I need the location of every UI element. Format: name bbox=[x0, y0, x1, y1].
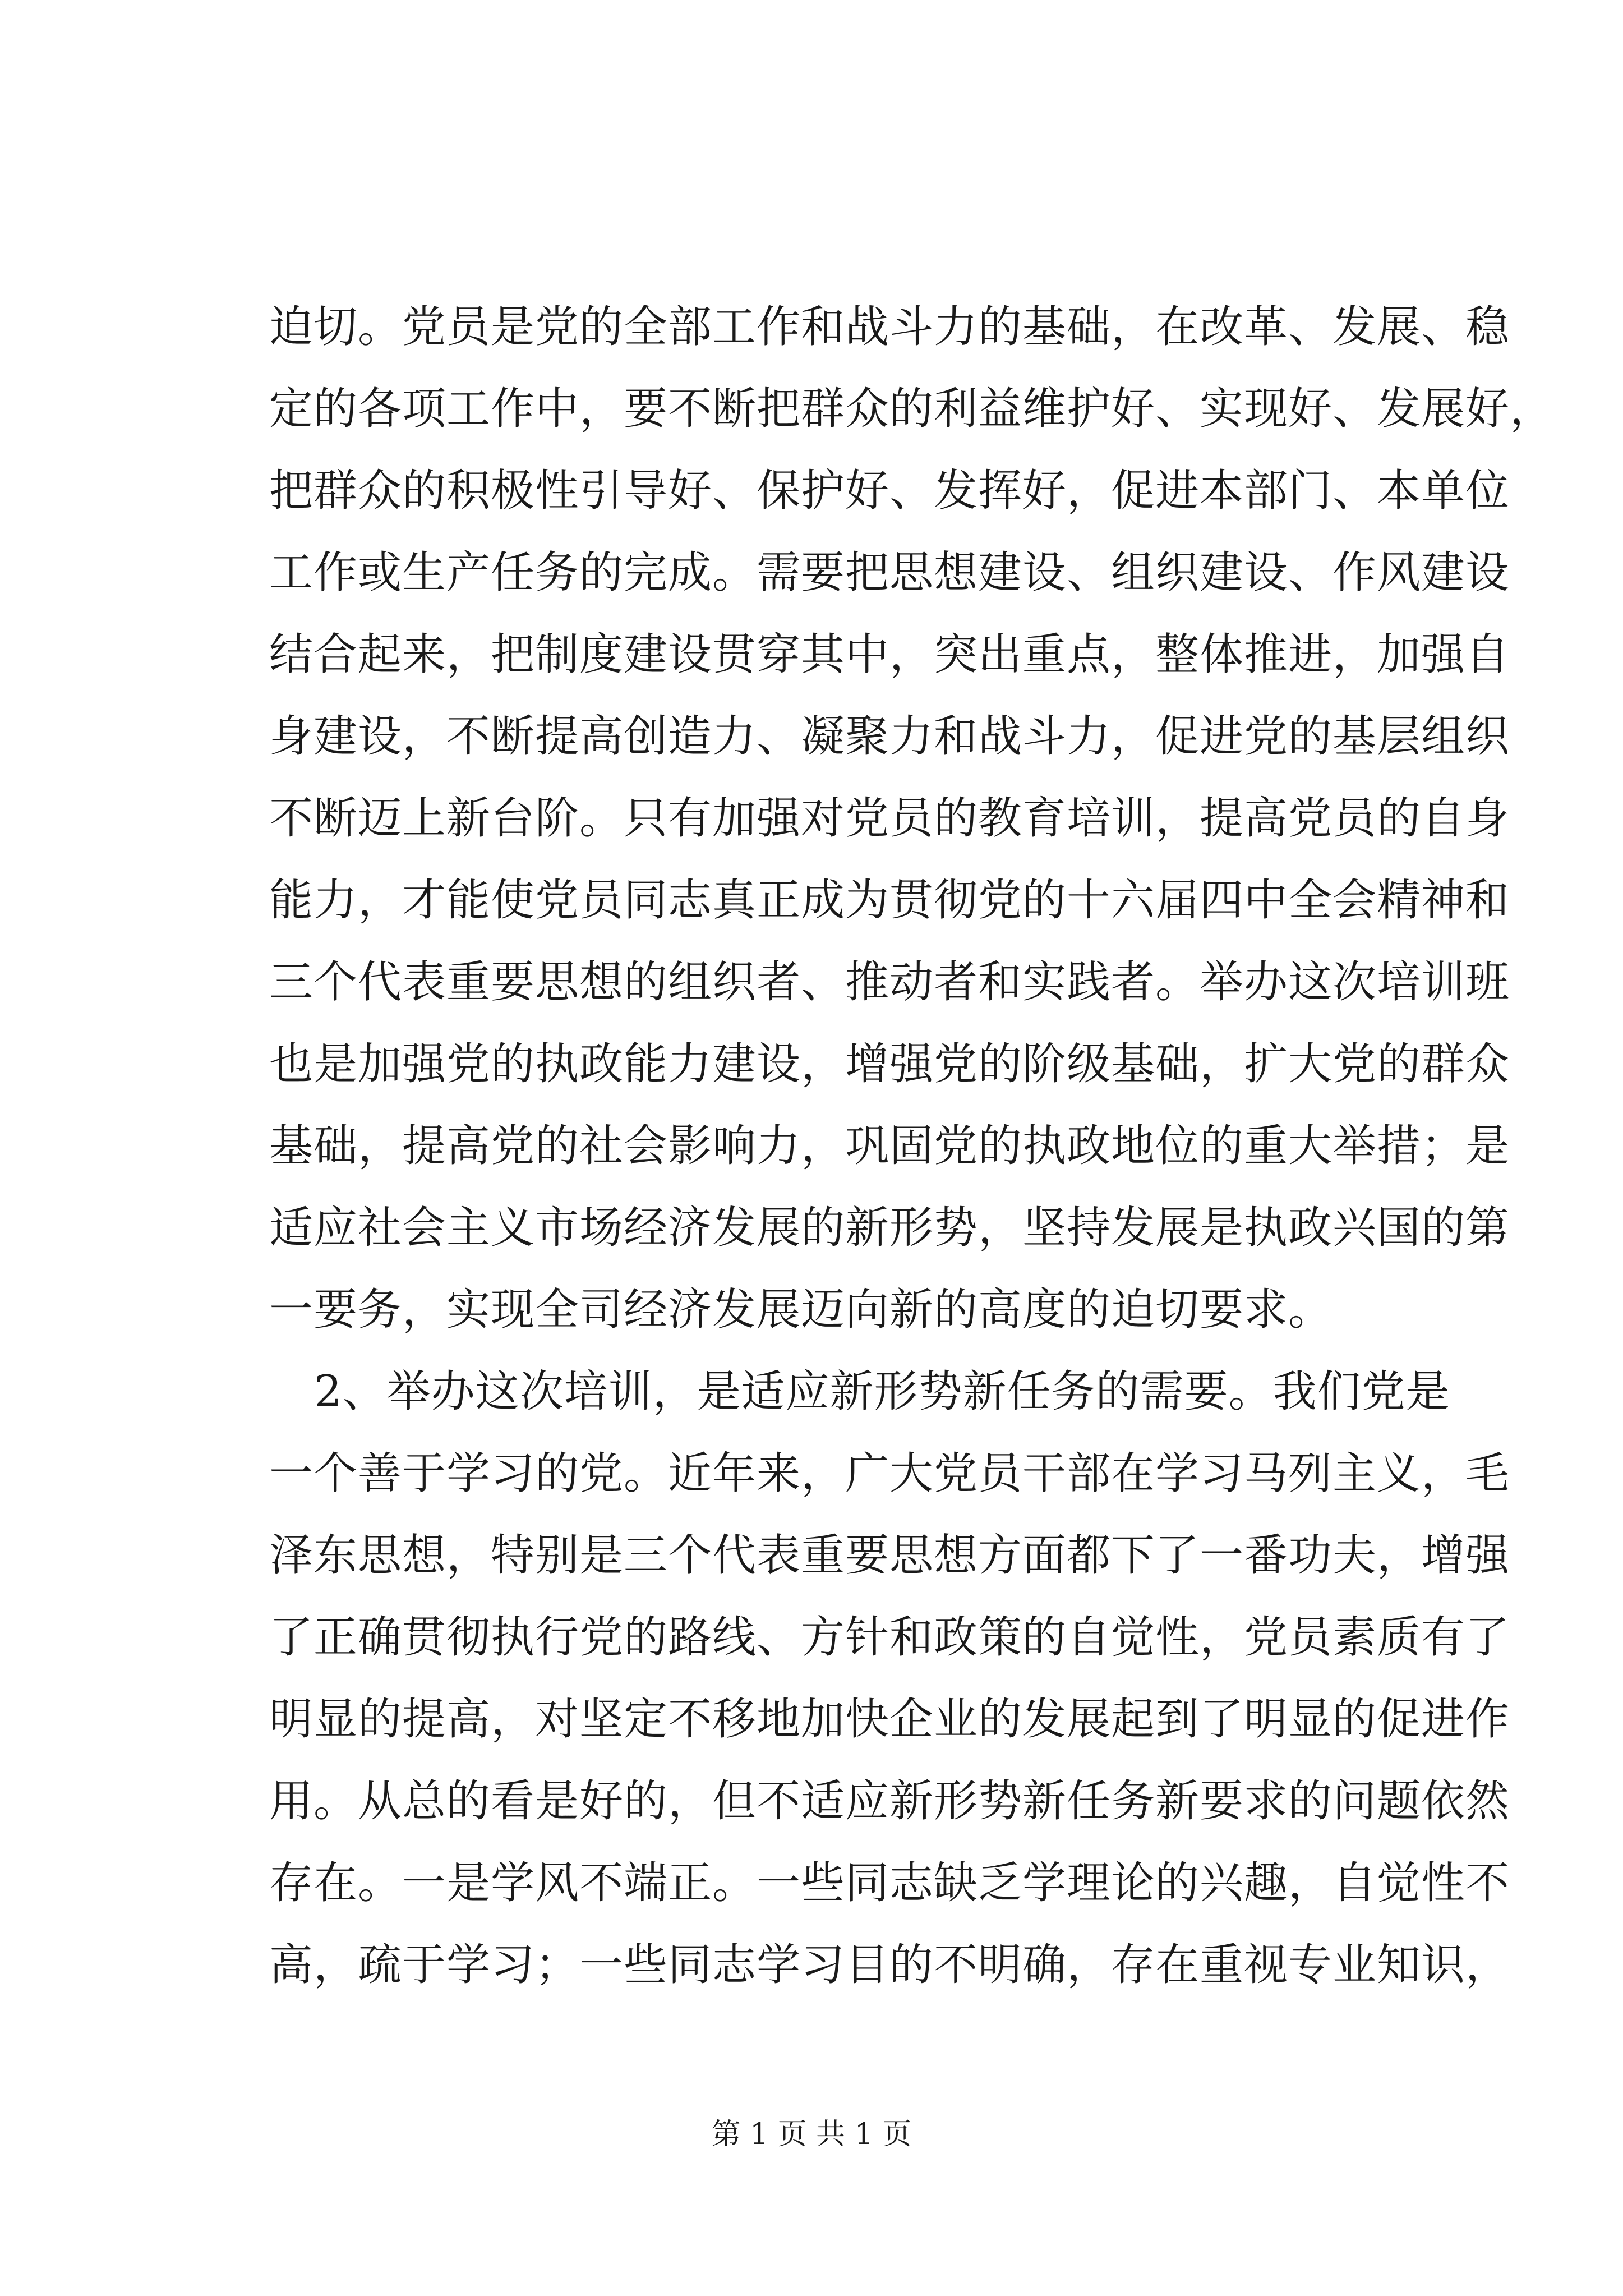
page-footer bbox=[0, 2115, 1623, 2154]
text-line: 不断迈上新台阶。只有加强对党员的教育培训，提高党员的自身 bbox=[269, 793, 1510, 844]
page-number-label: 第 1 页 共 1 页 bbox=[711, 2118, 912, 2151]
document-body bbox=[269, 286, 1555, 2006]
text-line: 三个代表重要思想的组织者、推动者和实践者。举办这次培训班 bbox=[269, 957, 1510, 1007]
paragraph-start-line: 2、举办这次培训，是适应新形势新任务的需要。我们党是 bbox=[314, 1366, 1450, 1417]
text-line: 迫切。党员是党的全部工作和战斗力的基础，在改革、发展、稳 bbox=[269, 302, 1510, 352]
text-line: 存在。一是学风不端正。一些同志缺乏学理论的兴趣，自觉性不 bbox=[269, 1858, 1510, 1908]
text-line: 用。从总的看是好的，但不适应新形势新任务新要求的问题依然 bbox=[269, 1776, 1510, 1826]
text-line: 把群众的积极性引导好、保护好、发挥好，促进本部门、本单位 bbox=[269, 466, 1510, 516]
text-line: 明显的提高，对坚定不移地加快企业的发展起到了明显的促进作 bbox=[269, 1694, 1510, 1745]
text-line: 基础，提高党的社会影响力，巩固党的执政地位的重大举措；是 bbox=[269, 1121, 1510, 1171]
text-line: 结合起来，把制度建设贯穿其中，突出重点，整体推进，加强自 bbox=[269, 629, 1510, 680]
text-line: 适应社会主义市场经济发展的新形势，坚持发展是执政兴国的第 bbox=[269, 1203, 1510, 1253]
text-line: 了正确贯彻执行党的路线、方针和政策的自觉性，党员素质有了 bbox=[269, 1612, 1510, 1663]
text-line: 定的各项工作中，要不断把群众的利益维护好、实现好、发展好， bbox=[269, 384, 1555, 434]
text-line: 身建设，不断提高创造力、凝聚力和战斗力，促进党的基层组织 bbox=[269, 711, 1510, 762]
text-line: 一个善于学习的党。近年来，广大党员干部在学习马列主义，毛 bbox=[269, 1448, 1510, 1499]
text-line: 也是加强党的执政能力建设，增强党的阶级基础，扩大党的群众 bbox=[269, 1039, 1510, 1089]
text-line: 一要务，实现全司经济发展迈向新的高度的迫切要求。 bbox=[269, 1285, 1333, 1335]
text-line: 工作或生产任务的完成。需要把思想建设、组织建设、作风建设 bbox=[269, 547, 1510, 598]
text-line: 高，疏于学习；一些同志学习目的不明确，存在重视专业知识， bbox=[269, 1940, 1510, 1990]
text-line: 泽东思想，特别是三个代表重要思想方面都下了一番功夫，增强 bbox=[269, 1530, 1510, 1581]
text-line: 能力，才能使党员同志真正成为贯彻党的十六届四中全会精神和 bbox=[269, 875, 1510, 926]
